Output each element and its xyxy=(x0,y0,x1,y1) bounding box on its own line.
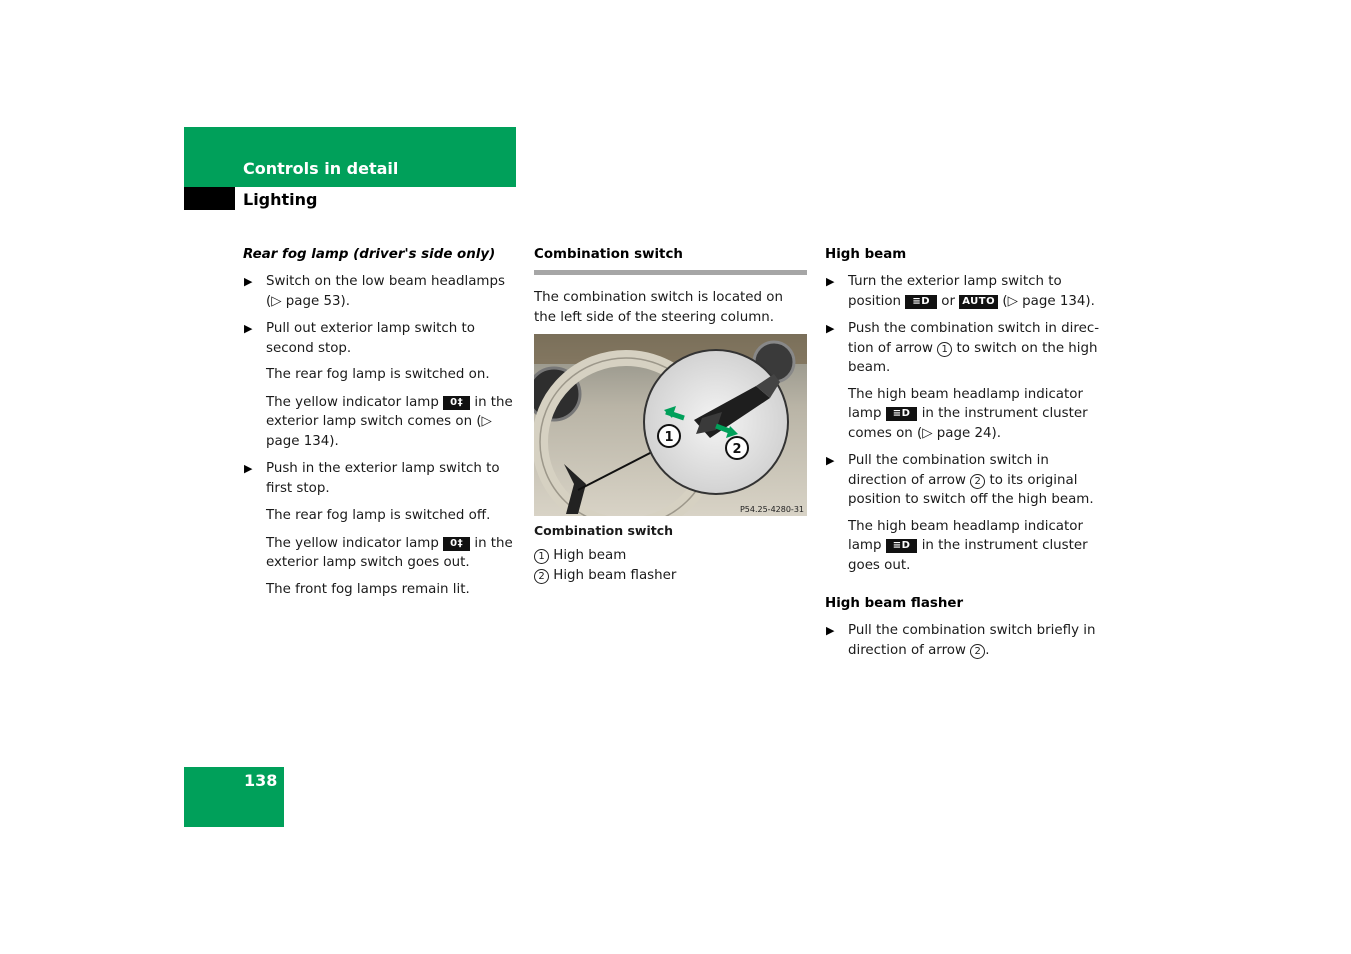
high-beam-heading: High beam xyxy=(825,247,907,262)
step-text: Push in the exterior lamp switch to first stop. xyxy=(266,461,500,496)
low-beam-position-icon: ≡D xyxy=(905,295,937,309)
column-combination-switch xyxy=(534,245,807,585)
step-part: Turn the exterior lamp switch to position xyxy=(848,274,1062,309)
bullet-arrow-icon: ▶ xyxy=(826,275,835,288)
step-text: Pull out exterior lamp switch to second stop. xyxy=(266,321,475,356)
result-part: The high beam headlamp indicator lamp xyxy=(848,518,1083,553)
arrow-number-icon: 2 xyxy=(970,644,985,659)
combination-switch-heading: Combination switch xyxy=(534,247,683,262)
step-part: to switch on the high beam. xyxy=(848,340,1098,375)
arrow-number-icon: 2 xyxy=(970,474,985,489)
result-text: The rear fog lamp is switched off. xyxy=(266,508,491,523)
step-part: Pull the combination switch briefly in direction of arrow xyxy=(848,623,1096,658)
result-part: in the exterior lamp switch goes out. xyxy=(266,535,513,570)
section-tab-marker xyxy=(184,187,235,210)
step-text xyxy=(848,272,1100,311)
step-part: to its original position to switch off the high beam. xyxy=(848,472,1094,507)
section-title: Lighting xyxy=(243,190,318,209)
result-text xyxy=(825,517,1100,576)
step-item xyxy=(243,272,518,311)
bullet-arrow-icon: ▶ xyxy=(826,624,835,637)
result-part: The yellow indicator lamp xyxy=(266,394,439,410)
chapter-title: Controls in detail xyxy=(243,159,399,178)
callout-label-2: 2 xyxy=(732,442,742,457)
callout-label-1: 1 xyxy=(664,430,674,445)
result-text: The rear fog lamp is switched on. xyxy=(266,367,490,382)
legend-item xyxy=(534,566,807,586)
rear-fog-heading: Rear fog lamp (driver's side only) xyxy=(243,247,496,262)
heading-rule xyxy=(534,270,807,275)
result-part: in the instrument cluster comes on (▷ page 24). xyxy=(848,406,1088,441)
result-text: The front fog lamps remain lit. xyxy=(266,581,470,597)
rear-fog-lamp-icon: 0‡ xyxy=(443,396,470,410)
legend-label: High beam flasher xyxy=(553,567,677,583)
legend-label: High beam xyxy=(553,548,627,563)
step-part: Pull the combination switch in direction of arrow xyxy=(848,453,1049,488)
legend-item xyxy=(534,546,807,566)
rear-fog-lamp-icon: 0‡ xyxy=(443,537,470,551)
step-item xyxy=(825,319,1100,378)
bullet-arrow-icon: ▶ xyxy=(244,275,253,288)
step-item xyxy=(825,272,1100,311)
figure-code: P54.25-4280-31 xyxy=(739,505,804,514)
step-text xyxy=(848,621,1100,660)
combination-switch-figure xyxy=(534,334,807,516)
step-part: . xyxy=(985,642,990,658)
high-beam-indicator-icon: ≡D xyxy=(886,539,918,553)
bullet-arrow-icon: ▶ xyxy=(826,322,835,335)
bullet-arrow-icon: ▶ xyxy=(826,454,835,467)
result-text xyxy=(243,534,518,573)
result-part: The yellow indicator lamp xyxy=(266,535,439,551)
legend-number-icon: 2 xyxy=(534,569,549,584)
figure-caption: Combination switch xyxy=(534,523,674,538)
bullet-arrow-icon: ▶ xyxy=(244,322,253,335)
result-part: in the instrument cluster goes out. xyxy=(848,538,1088,573)
step-item xyxy=(825,621,1100,660)
step-part: (▷ page 134). xyxy=(1002,293,1095,309)
step-part: or xyxy=(941,293,955,309)
step-item xyxy=(243,459,518,498)
combination-switch-illustration xyxy=(534,334,807,516)
result-text xyxy=(825,385,1100,444)
step-text: Switch on the low beam headlamps (▷ page 53). xyxy=(266,274,505,309)
step-item xyxy=(825,451,1100,510)
auto-position-icon: AUTO xyxy=(959,295,998,309)
intro-text: The combination switch is located on the left side of the steering column. xyxy=(534,290,783,325)
result-text xyxy=(243,393,518,452)
step-part: Push the combination switch in direc-tion of arrow xyxy=(848,321,1100,356)
column-rear-fog-lamp xyxy=(243,245,518,599)
step-text xyxy=(848,451,1100,510)
arrow-number-icon: 1 xyxy=(937,342,952,357)
legend-number-icon: 1 xyxy=(534,549,549,564)
step-item xyxy=(243,319,518,358)
result-part: The high beam headlamp indicator lamp xyxy=(848,386,1083,421)
column-high-beam xyxy=(825,245,1100,660)
step-text xyxy=(848,319,1100,378)
bullet-arrow-icon: ▶ xyxy=(244,462,253,475)
result-part: in the exterior lamp switch comes on (▷ page 134). xyxy=(266,394,513,449)
page-number: 138 xyxy=(244,771,278,790)
high-beam-indicator-icon: ≡D xyxy=(886,407,918,421)
high-beam-flasher-heading: High beam flasher xyxy=(825,596,964,611)
